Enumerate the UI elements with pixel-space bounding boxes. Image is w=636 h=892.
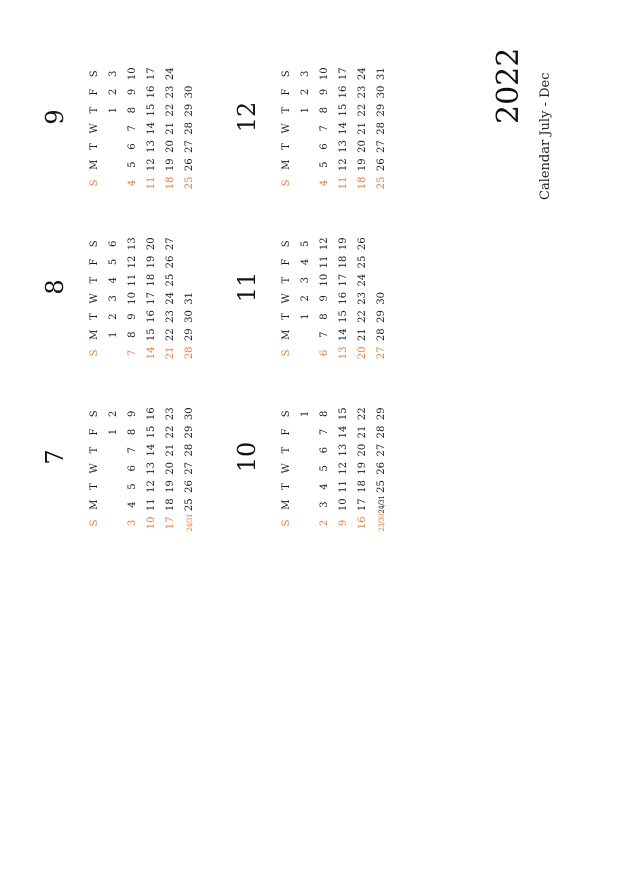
day-cell: 13 <box>337 140 349 153</box>
day-cell: 2 <box>318 519 330 527</box>
day-cell: 21 <box>164 443 176 457</box>
day-cell: 15 <box>337 103 349 117</box>
day-cell: 17 <box>145 291 157 305</box>
day-cell: 30 <box>375 291 387 305</box>
day-cell: 18 <box>337 255 349 269</box>
day-cell: 4 <box>318 179 330 187</box>
weekday-header-row <box>85 212 104 362</box>
day-cell: 31 <box>375 67 387 81</box>
day-cell: 12 <box>337 461 349 475</box>
month-september <box>43 42 193 192</box>
week-row <box>296 382 315 532</box>
day-cell: 7 <box>126 446 138 454</box>
day-cell: 31 <box>183 291 195 305</box>
weekday-label: W <box>280 293 292 304</box>
weekday-label: F <box>88 258 100 266</box>
weekday-label: S <box>280 349 292 357</box>
day-cell: 16 <box>356 516 368 530</box>
month-grid <box>85 382 199 532</box>
week-row <box>142 212 161 362</box>
weekday-label: S <box>88 179 100 187</box>
weekday-label: F <box>88 428 100 436</box>
week-row <box>104 42 123 192</box>
day-cell: 6 <box>318 446 330 454</box>
day-cell: 22 <box>164 425 176 439</box>
day-cell: 29 <box>183 103 195 117</box>
month-number: 8 <box>41 279 69 295</box>
weekday-label: M <box>88 499 100 510</box>
week-row <box>123 42 142 192</box>
week-row <box>334 212 353 362</box>
week-row <box>315 382 334 532</box>
day-cell: 16 <box>145 85 157 99</box>
day-cell: 30 <box>375 85 387 99</box>
day-cell: 20 <box>356 140 368 153</box>
day-cell: 7 <box>126 349 138 357</box>
day-cell: 20 <box>145 237 157 251</box>
weekday-label: S <box>88 410 100 418</box>
week-row <box>180 382 199 532</box>
day-cell: 23/30 <box>377 514 386 532</box>
week-row <box>161 42 180 192</box>
week-row <box>161 212 180 362</box>
month-grid <box>277 212 391 362</box>
day-cell: 27 <box>375 346 387 360</box>
day-cell: 5 <box>126 161 138 168</box>
month-number: 12 <box>233 101 261 133</box>
weekday-label: T <box>88 446 100 454</box>
weekday-label: T <box>88 483 100 490</box>
day-cell: 12 <box>337 158 349 172</box>
day-cell: 13 <box>145 140 157 153</box>
day-cell: 6 <box>126 465 138 472</box>
day-cell: 14 <box>337 328 349 342</box>
weekday-label: T <box>88 106 100 114</box>
day-cell: 16 <box>145 407 157 421</box>
weekday-label: S <box>88 240 100 248</box>
week-row <box>334 382 353 532</box>
day-cell: 26 <box>164 255 176 269</box>
day-cell: 19 <box>164 480 176 493</box>
week-row <box>372 382 391 532</box>
day-cell: 5 <box>318 465 330 472</box>
day-cell: 15 <box>337 407 349 421</box>
day-cell: 19 <box>164 158 176 172</box>
day-cell: 24/31 <box>185 514 194 532</box>
day-cell: 12 <box>145 480 157 493</box>
day-cell: 7 <box>318 331 330 338</box>
weekday-label: S <box>88 349 100 357</box>
day-cell: 9 <box>318 295 330 302</box>
week-row <box>180 42 199 192</box>
day-cell: 11 <box>337 176 349 190</box>
day-cell: 3 <box>299 70 311 77</box>
weekday-header-row <box>277 42 296 192</box>
day-cell: 8 <box>318 410 330 417</box>
week-row <box>296 42 315 192</box>
day-cell: 4 <box>126 179 138 187</box>
day-cell: 19 <box>356 158 368 172</box>
day-cell: 6 <box>318 349 330 357</box>
month-july <box>43 382 193 532</box>
day-cell: 25 <box>356 255 368 269</box>
day-cell: 15 <box>145 425 157 439</box>
weekday-label: S <box>280 240 292 248</box>
day-cell: 26 <box>356 237 368 251</box>
week-row <box>123 382 142 532</box>
day-cell: 20 <box>164 140 176 153</box>
day-cell: 28 <box>183 443 195 457</box>
month-grid <box>85 42 199 192</box>
day-cell: 27 <box>183 461 195 475</box>
day-cell: 11 <box>145 498 157 512</box>
day-cell: 30 <box>183 407 195 421</box>
day-cell: 13 <box>337 443 349 457</box>
day-cell: 23 <box>164 85 176 99</box>
calendar-subtitle: Calendar July - Dec <box>538 72 553 200</box>
day-cell: 15 <box>145 328 157 342</box>
weekday-label: T <box>88 276 100 284</box>
day-cell: 8 <box>126 428 138 436</box>
week-row <box>142 42 161 192</box>
day-cell: 21 <box>164 346 176 360</box>
day-cell: 1 <box>107 106 119 114</box>
week-row <box>123 212 142 362</box>
day-cell: 27 <box>375 443 387 457</box>
month-grid <box>85 212 199 362</box>
week-row <box>372 212 391 362</box>
weekday-label: T <box>280 276 292 284</box>
day-cell: 22 <box>356 103 368 117</box>
day-cell: 17 <box>337 273 349 287</box>
day-cell: 8 <box>126 106 138 114</box>
day-cell: 4 <box>126 501 138 508</box>
day-cell: 11 <box>318 255 330 269</box>
day-cell: 27 <box>164 237 176 251</box>
weekday-label: W <box>88 293 100 304</box>
day-cell: 14 <box>145 346 157 360</box>
week-row <box>353 382 372 532</box>
day-cell: 16 <box>337 85 349 99</box>
day-cell: 18 <box>145 273 157 287</box>
day-cell: 22 <box>164 103 176 117</box>
weekday-label: S <box>280 70 292 78</box>
day-cell: 1 <box>107 331 119 338</box>
day-cell: 1 <box>299 313 311 320</box>
day-cell: 17 <box>356 498 368 512</box>
day-cell: 3 <box>299 276 311 284</box>
day-cell: 7 <box>318 125 330 132</box>
day-cell: 10 <box>318 67 330 81</box>
day-cell: 11 <box>145 176 157 190</box>
day-cell: 6 <box>318 143 330 150</box>
day-cell: 9 <box>126 410 138 417</box>
month-august <box>43 212 193 362</box>
day-cell: 23 <box>164 310 176 323</box>
day-cell: 15 <box>145 103 157 117</box>
day-cell: 19 <box>145 255 157 269</box>
day-cell: 7 <box>318 428 330 436</box>
day-cell: 13 <box>126 237 138 251</box>
weekday-label: M <box>280 159 292 170</box>
week-row <box>296 212 315 362</box>
day-cell: 3 <box>107 295 119 302</box>
day-cell: 3 <box>318 501 330 508</box>
weekday-label: F <box>280 88 292 96</box>
day-cell: 19 <box>356 461 368 475</box>
day-cell: 24/31 <box>377 495 386 514</box>
month-december <box>235 42 385 192</box>
weekday-label: F <box>88 88 100 96</box>
day-cell: 29 <box>183 328 195 342</box>
day-cell: 28 <box>375 121 387 135</box>
day-cell: 26 <box>375 158 387 172</box>
day-cell: 15 <box>337 310 349 323</box>
day-cell: 20 <box>356 443 368 457</box>
month-grid <box>277 42 391 192</box>
day-cell: 19 <box>337 237 349 251</box>
day-cell: 9 <box>126 88 138 96</box>
day-cell: 25 <box>183 498 195 512</box>
weekday-label: T <box>88 143 100 150</box>
day-cell: 4 <box>299 258 311 266</box>
day-cell: 23 <box>356 85 368 99</box>
week-row <box>353 212 372 362</box>
day-cell: 14 <box>337 121 349 135</box>
day-cell: 20 <box>356 346 368 360</box>
day-cell: 24 <box>164 291 176 305</box>
day-cell: 27 <box>375 140 387 153</box>
weekday-label: M <box>88 329 100 340</box>
week-row <box>315 212 334 362</box>
week-row <box>315 42 334 192</box>
day-cell: 18 <box>164 176 176 190</box>
day-cell: 17 <box>145 67 157 81</box>
day-cell: 8 <box>318 313 330 320</box>
day-cell: 24 <box>356 273 368 287</box>
weekday-label: T <box>88 313 100 320</box>
day-cell: 2 <box>107 313 119 320</box>
day-cell: 3 <box>107 70 119 77</box>
day-cell: 22 <box>356 407 368 421</box>
day-cell: 10 <box>145 516 157 530</box>
day-cell: 3 <box>126 519 138 527</box>
day-cell: 7 <box>126 125 138 132</box>
day-cell: 5 <box>318 161 330 168</box>
day-cell: 24 <box>164 67 176 81</box>
day-cell: 14 <box>145 121 157 135</box>
day-cell: 18 <box>356 480 368 493</box>
day-cell: 24 <box>356 67 368 81</box>
day-cell: 8 <box>126 331 138 338</box>
weekday-label: F <box>280 258 292 266</box>
month-number: 9 <box>41 109 69 125</box>
weekday-label: S <box>280 410 292 418</box>
day-cell: 10 <box>126 291 138 305</box>
day-cell: 21 <box>356 121 368 135</box>
month-number: 7 <box>41 449 69 465</box>
month-grid <box>277 382 391 532</box>
month-october <box>235 382 385 532</box>
day-cell: 9 <box>337 519 349 527</box>
day-cell: 17 <box>164 516 176 530</box>
day-cell: 28 <box>375 328 387 342</box>
day-cell: 22 <box>356 310 368 323</box>
calendar-year: 2022 <box>491 47 526 124</box>
day-cell: 4 <box>318 483 330 490</box>
weekday-label: W <box>280 463 292 474</box>
day-cell: 11 <box>337 480 349 493</box>
week-row <box>161 382 180 532</box>
weekday-label: T <box>280 143 292 150</box>
week-row <box>104 212 123 362</box>
day-cell: 1 <box>299 410 311 417</box>
weekday-label: W <box>88 463 100 474</box>
day-cell: 1 <box>299 106 311 114</box>
day-cell: 12 <box>126 255 138 269</box>
day-cell: 25 <box>164 273 176 287</box>
day-cell: 28 <box>183 121 195 135</box>
day-cell: 10 <box>318 273 330 287</box>
week-row <box>104 382 123 532</box>
weekday-header-row <box>277 212 296 362</box>
day-cell: 2 <box>107 410 119 417</box>
day-cell: 11 <box>126 273 138 287</box>
weekday-header-row <box>277 382 296 532</box>
week-row <box>372 42 391 192</box>
weekday-label: W <box>280 123 292 134</box>
day-cell: 29 <box>183 425 195 439</box>
day-cell: 14 <box>337 425 349 439</box>
day-cell: 27 <box>183 140 195 153</box>
month-number: 11 <box>233 271 261 303</box>
day-cell: 9 <box>318 88 330 96</box>
day-cell: 12 <box>145 158 157 172</box>
weekday-label: T <box>280 446 292 454</box>
day-cell: 1 <box>107 428 119 436</box>
day-cell: 23 <box>164 407 176 421</box>
day-cell: 16 <box>145 310 157 323</box>
day-cell: 13 <box>145 461 157 475</box>
weekday-header-row <box>85 42 104 192</box>
day-cell: 23 <box>356 291 368 305</box>
day-cell: 22 <box>164 328 176 342</box>
week-row <box>180 212 199 362</box>
day-cell: 2 <box>299 295 311 302</box>
day-cell: 26 <box>375 461 387 475</box>
weekday-label: W <box>88 123 100 134</box>
day-cell: 5 <box>107 258 119 266</box>
week-row <box>353 42 372 192</box>
day-cell: 30 <box>183 85 195 99</box>
day-cell: 28 <box>183 346 195 360</box>
weekday-label: M <box>280 499 292 510</box>
weekday-label: F <box>280 428 292 436</box>
day-cell: 18 <box>356 176 368 190</box>
day-cell: 5 <box>299 240 311 247</box>
day-cell: 2 <box>107 88 119 96</box>
day-cell: 26 <box>183 158 195 172</box>
day-cell: 28 <box>375 425 387 439</box>
day-cell: 16 <box>337 291 349 305</box>
weekday-label: M <box>280 329 292 340</box>
month-number: 10 <box>233 441 261 473</box>
day-cell: 17 <box>337 67 349 81</box>
weekday-label: S <box>88 519 100 527</box>
weekday-label: M <box>88 159 100 170</box>
day-cell: 14 <box>145 443 157 457</box>
day-cell: 25 <box>375 176 387 190</box>
day-cell: 26 <box>183 480 195 493</box>
day-cell: 21 <box>356 328 368 342</box>
day-cell: 29 <box>375 310 387 323</box>
weekday-label: T <box>280 313 292 320</box>
day-cell: 6 <box>107 240 119 247</box>
weekday-label: S <box>280 179 292 187</box>
day-cell: 6 <box>126 143 138 150</box>
week-row <box>334 42 353 192</box>
day-cell: 21 <box>164 121 176 135</box>
weekday-label: S <box>280 519 292 527</box>
day-cell: 30 <box>183 310 195 323</box>
day-cell: 25 <box>183 176 195 190</box>
day-cell: 13 <box>337 346 349 360</box>
weekday-label: T <box>280 106 292 114</box>
day-cell: 10 <box>337 498 349 512</box>
day-cell: 25 <box>375 480 387 493</box>
day-cell: 5 <box>126 483 138 490</box>
day-cell: 29 <box>375 103 387 117</box>
day-cell: 18 <box>164 498 176 512</box>
day-cell: 8 <box>318 106 330 114</box>
day-cell: 10 <box>126 67 138 81</box>
weekday-header-row <box>85 382 104 532</box>
weekday-label: S <box>88 70 100 78</box>
day-cell: 20 <box>164 461 176 475</box>
week-row <box>142 382 161 532</box>
day-cell: 9 <box>126 313 138 320</box>
day-cell: 21 <box>356 425 368 439</box>
weekday-label: T <box>280 483 292 490</box>
day-cell: 29 <box>375 407 387 421</box>
month-november <box>235 212 385 362</box>
day-cell: 2 <box>299 88 311 96</box>
day-cell: 4 <box>107 276 119 284</box>
day-cell: 12 <box>318 237 330 251</box>
